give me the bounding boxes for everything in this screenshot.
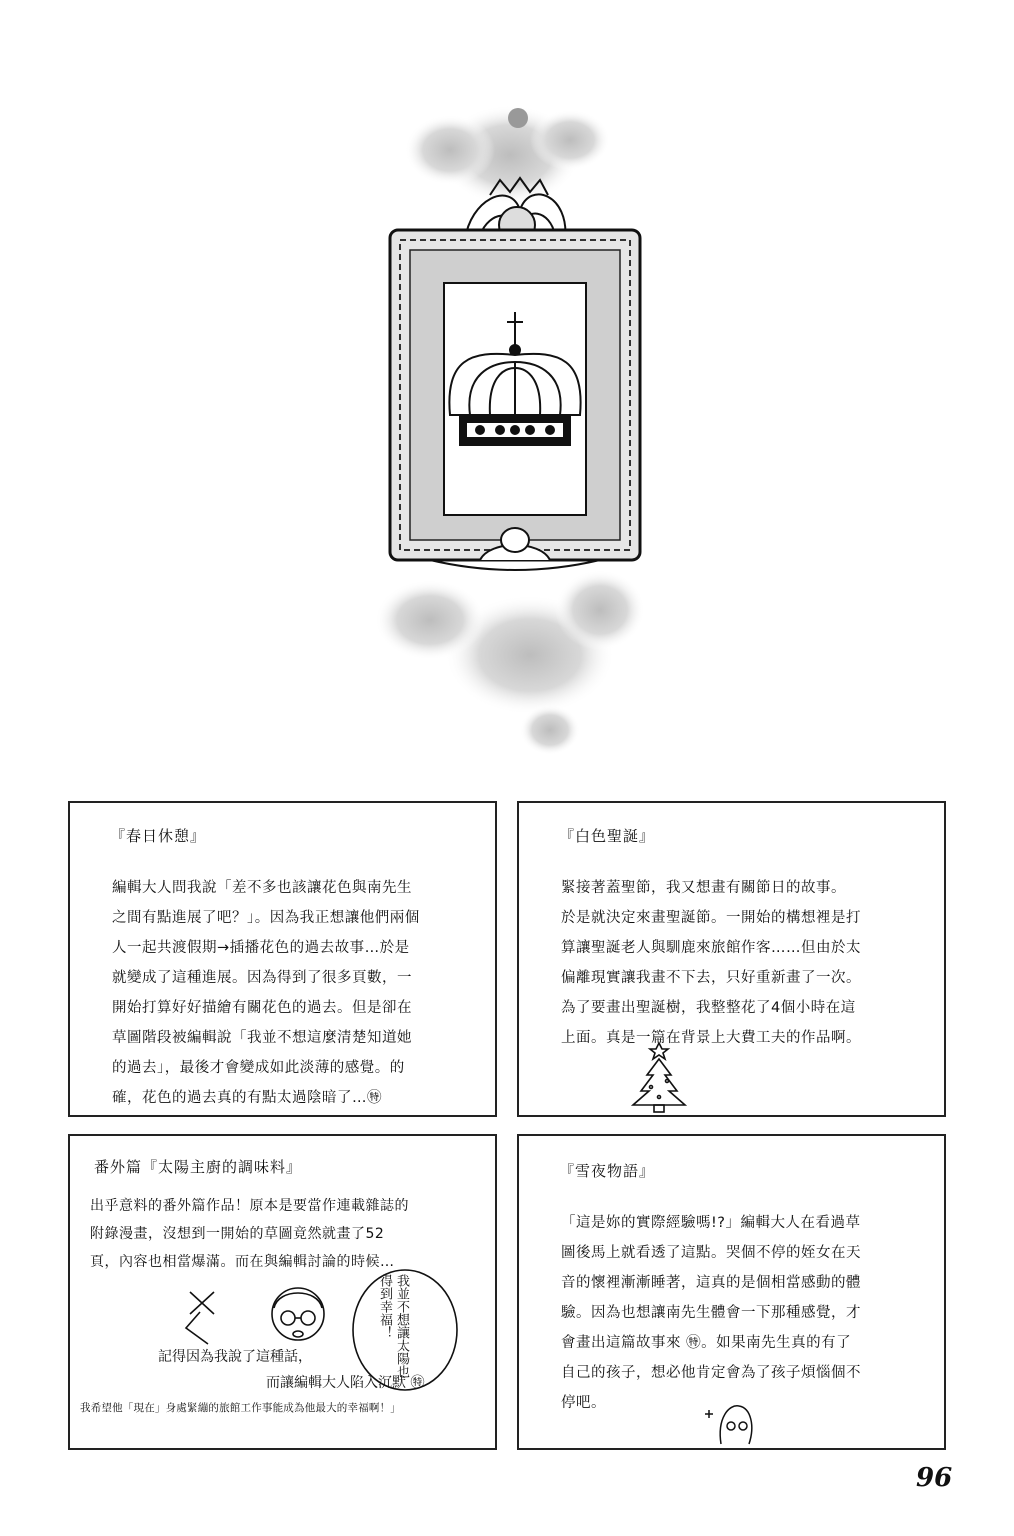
note-line: 出乎意料的番外篇作品！原本是要當作連載雜誌的 xyxy=(90,1198,409,1214)
note-line: 草圖階段被編輯說「我並不想這麼清楚知道她 xyxy=(112,1030,412,1046)
author-face-sketch xyxy=(699,1398,759,1446)
note-body xyxy=(112,873,462,1113)
note-line: 的過去」，最後才會變成如此淡薄的感覺。的 xyxy=(112,1060,405,1076)
note-line: 之間有點進展了吧？」。因為我正想讓他們兩個 xyxy=(112,910,420,926)
note-line: 確，花色的過去真的有點太過陰暗了…㊕ xyxy=(112,1090,382,1106)
note-line: 上面。真是一篇在背景上大費工夫的作品啊。 xyxy=(561,1030,861,1046)
christmas-tree-icon xyxy=(629,1041,689,1113)
note-line: 圖後馬上就看透了這點。哭個不停的姪女在天 xyxy=(561,1245,861,1261)
ornate-frame-illustration xyxy=(370,100,660,760)
note-box-white-christmas xyxy=(517,801,946,1117)
sketch-caption-footnote: 我希望他「現在」身處緊繃的旅館工作事能成為他最大的幸福啊！」 xyxy=(80,1402,401,1414)
note-title: 『雪夜物語』 xyxy=(559,1162,656,1180)
speech-bubble-text: 我並不想讓太陽也得到幸福！ xyxy=(377,1274,409,1378)
note-line: 為了要畫出聖誕樹，我整整花了4個小時在這 xyxy=(561,1000,856,1016)
note-box-extra-story xyxy=(68,1134,497,1450)
note-line: 「這是妳的實際經驗嗎!?」編輯大人在看過草 xyxy=(561,1215,861,1231)
note-line: 會畫出這篇故事來 ㊕。如果南先生真的有了 xyxy=(561,1335,852,1351)
note-body xyxy=(561,1208,921,1418)
note-line: 自己的孩子，想必他肯定會為了孩子煩惱個不 xyxy=(561,1365,861,1381)
note-line: 音的懷裡漸漸睡著，這真的是個相當感動的體 xyxy=(561,1275,861,1291)
note-line: 於是就決定來畫聖誕節。一開始的構想裡是打 xyxy=(561,910,861,926)
note-box-spring-rest xyxy=(68,801,497,1117)
note-line: 開始打算好好描繪有關花色的過去。但是卻在 xyxy=(112,1000,412,1016)
note-box-snow-night-tale xyxy=(517,1134,946,1450)
sketch-caption-line-2: 而讓編輯大人陷入沉默 ㊕ xyxy=(266,1375,425,1391)
note-title: 番外篇『太陽主廚的調味料』 xyxy=(94,1158,303,1176)
note-line: 附錄漫畫，沒想到一開始的草圖竟然就畫了52 xyxy=(90,1226,385,1242)
bottom-flowers-decoration xyxy=(375,570,645,755)
page-number: 96 xyxy=(916,1463,953,1493)
note-line: 頁，內容也相當爆滿。而在與編輯討論的時候… xyxy=(90,1254,395,1270)
note-line: 就變成了這種進展。因為得到了很多頁數，一 xyxy=(112,970,412,986)
note-line: 算讓聖誕老人與馴鹿來旅館作客……但由於太 xyxy=(561,940,861,956)
note-line: 驗。因為也想讓南先生體會一下那種感覺，才 xyxy=(561,1305,861,1321)
note-line: 偏離現實讓我畫不下去，只好重新畫了一次。 xyxy=(561,970,861,986)
note-body xyxy=(561,873,921,1053)
note-line: 緊接著蓋聖節，我又想畫有關節日的故事。 xyxy=(561,880,846,896)
note-body xyxy=(90,1192,482,1276)
note-title: 『春日休憩』 xyxy=(110,827,207,845)
note-line: 人一起共渡假期→插播花色的過去故事…於是 xyxy=(112,940,410,956)
note-line: 編輯大人問我說「差不多也該讓花色與南先生 xyxy=(112,880,412,896)
note-line: 停吧。 xyxy=(561,1395,606,1411)
note-title: 『白色聖誕』 xyxy=(559,827,656,845)
sketch-caption-line-1: 記得因為我說了這種話， xyxy=(158,1349,312,1365)
